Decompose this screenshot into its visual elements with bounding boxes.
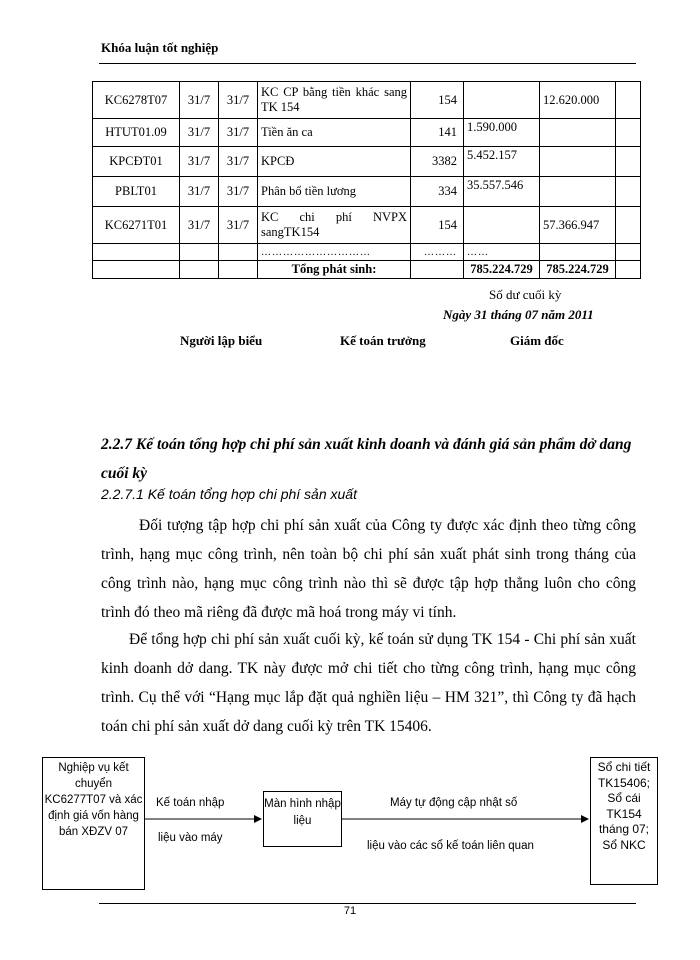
subsection-title: 2.2.7.1 Kế toán tổng hợp chi phí sản xuất <box>101 486 357 502</box>
flow-label-update-bottom: liệu vào các sổ kế toán liên quan <box>367 840 534 852</box>
footer-rule <box>99 903 636 904</box>
record-date: 31/7 <box>219 177 258 207</box>
debit-amount: 35.557.546 <box>464 177 540 207</box>
voucher-code: KPCĐT01 <box>93 147 180 177</box>
page-number: 71 <box>343 905 357 917</box>
flow-box-transaction: Nghiệp vụ kết chuyển KC6277T07 và xác định giá vốn hàng bán XĐZV 07 <box>42 757 145 890</box>
record-date: 31/7 <box>219 119 258 147</box>
flow-box-ledgers: Sổ chi tiết TK15406; Sổ cái TK154 tháng 07; Sổ NKC <box>590 757 658 885</box>
voucher-code: KC6271T01 <box>93 207 180 244</box>
ellipsis-acc: ……… <box>411 244 464 261</box>
date-line: Ngày 31 tháng 07 năm 2011 <box>443 307 594 322</box>
record-date: 31/7 <box>219 82 258 119</box>
description: KPCĐ <box>258 147 411 177</box>
debit-amount: 1.590.000 <box>464 119 540 147</box>
contra-account: 3382 <box>411 147 464 177</box>
record-date: 31/7 <box>219 147 258 177</box>
ellipsis-debit: …… <box>464 244 540 261</box>
section-title: 2.2.7 Kế toán tổng hợp chi phí sản xuất kinh doanh và đánh giá sản phẩm dở dang cuối kỳ <box>101 436 632 482</box>
flow-label-input-bottom: liệu vào máy <box>158 832 223 844</box>
flow-box-input-screen: Màn hình nhập liệu <box>263 791 342 847</box>
signature-preparer: Người lập biểu <box>180 333 263 348</box>
ellipsis-desc: ………………………… <box>258 244 411 261</box>
document-header-title: Khóa luận tốt nghiệp <box>101 40 219 55</box>
contra-account: 154 <box>411 207 464 244</box>
description: KC CP bằng tiền khác sang TK 154 <box>258 82 411 119</box>
debit-amount: 5.452.157 <box>464 147 540 177</box>
voucher-code: HTUT01.09 <box>93 119 180 147</box>
contra-account: 154 <box>411 82 464 119</box>
description: KC chi phí NVPX sangTK154 <box>258 207 411 244</box>
record-date: 31/7 <box>219 207 258 244</box>
total-credit: 785.224.729 <box>540 261 616 279</box>
closing-balance-note: Số dư cuối kỳ <box>489 287 562 302</box>
paragraph-2: Để tổng hợp chi phí sản xuất cuối kỳ, kế toán sử dụng TK 154 - Chi phí sản xuất kinh doanh dở dang. TK này được mở chi tiết cho từng công trình, hạng mục công trình. Cụ thể với “Hạng mục lắp đặt quả nghiền liệu – HM 321”, thì Công ty đã hạch toán chi phí sản xuất dở dang cuối kỳ trên TK 15406. <box>101 631 636 735</box>
signature-chief-accountant: Kế toán trưởng <box>340 333 426 348</box>
voucher-date: 31/7 <box>180 147 219 177</box>
flow-label-update-top: Máy tự động cập nhật số <box>390 797 518 809</box>
description: Tiền ăn ca <box>258 119 411 147</box>
credit-amount: 57.366.947 <box>540 207 616 244</box>
total-debit: 785.224.729 <box>464 261 540 279</box>
flow-label-input-top: Kế toán nhập <box>156 797 225 809</box>
description: Phân bổ tiền lương <box>258 177 411 207</box>
contra-account: 141 <box>411 119 464 147</box>
voucher-date: 31/7 <box>180 82 219 119</box>
paragraph-1: Đối tượng tập hợp chi phí sản xuất của Công ty được xác định theo từng công trình, hạng mục công trình, nên toàn bộ chi phí sản xuất phát sinh trong tháng của công trình nào, hạng mục công trình nào thì sẽ được tập hợp thẳng luôn cho công trình đó theo mã riêng đã được mã hoá trong máy vi tính. <box>101 517 636 621</box>
voucher-date: 31/7 <box>180 119 219 147</box>
signature-director: Giám đốc <box>510 333 564 348</box>
total-label: Tổng phát sinh: <box>258 261 411 279</box>
voucher-date: 31/7 <box>180 177 219 207</box>
voucher-code: KC6278T07 <box>93 82 180 119</box>
voucher-code: PBLT01 <box>93 177 180 207</box>
voucher-date: 31/7 <box>180 207 219 244</box>
contra-account: 334 <box>411 177 464 207</box>
credit-amount: 12.620.000 <box>540 82 616 119</box>
